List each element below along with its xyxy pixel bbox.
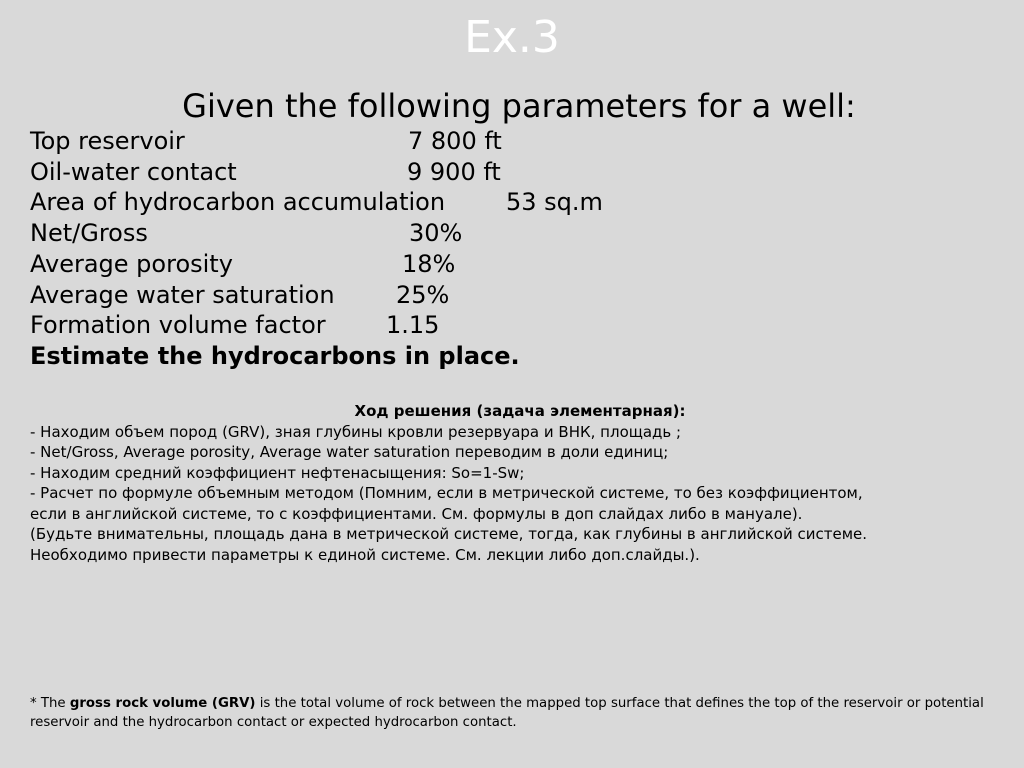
solution-line: - Расчет по формуле объемным методом (Помним, если в метрической системе, то без коэффициентом, — [30, 484, 863, 502]
solution-line: - Находим средний коэффициент нефтенасыщения: So=1-Sw; — [30, 463, 525, 482]
task-statement: Estimate the hydrocarbons in place. — [30, 342, 520, 370]
solution-line: Необходимо привести параметры к единой системе. См. лекции либо доп.слайды.). — [30, 545, 700, 564]
parameter-value: 25% — [396, 281, 450, 309]
parameter-value: 7 800 ft — [408, 127, 502, 155]
parameter-value: 53 sq.m — [506, 188, 603, 216]
parameter-label: Oil-water contact — [30, 158, 237, 186]
parameter-value: 18% — [402, 250, 456, 278]
parameter-label: Formation volume factor — [30, 311, 326, 339]
footnote — [30, 695, 1000, 732]
solution-line: если в английской системе, то с коэффициентами. См. формулы в доп слайдах либо в мануале). — [30, 504, 803, 523]
parameter-label: Net/Gross — [30, 219, 148, 247]
footnote-text: is the total volume of rock between the mapped top surface that defines the top of the reservoir or potential reservoir and the hydrocarbon contact or expected hydrocarbon contact. — [30, 696, 984, 730]
slide-subtitle: Given the following parameters for a well: — [182, 87, 856, 125]
footnote-prefix: * The — [30, 696, 70, 711]
solution-line: (Будьте внимательны, площадь дана в метрической системе, тогда, как глубины в английской системе. — [30, 525, 868, 543]
footnote-term: gross rock volume (GRV) — [69, 696, 256, 711]
parameter-label: Area of hydrocarbon accumulation — [30, 188, 446, 216]
parameter-value: 1.15 — [386, 311, 440, 339]
solution-section — [30, 401, 1000, 565]
solution-line: - Net/Gross, Average porosity, Average water saturation переводим в доли единиц; — [30, 443, 669, 461]
parameter-value: 9 900 ft — [407, 158, 501, 186]
parameter-label: Top reservoir — [30, 127, 185, 155]
solution-heading: Ход решения (задача элементарная): — [354, 402, 686, 420]
parameter-label: Average water saturation — [30, 281, 335, 309]
solution-line: - Находим объем пород (GRV), зная глубины кровли резервуара и ВНК, площадь ; — [30, 422, 682, 441]
parameter-label: Average porosity — [30, 250, 233, 278]
slide-title: Ex.3 — [464, 12, 560, 63]
parameter-value: 30% — [409, 219, 463, 247]
